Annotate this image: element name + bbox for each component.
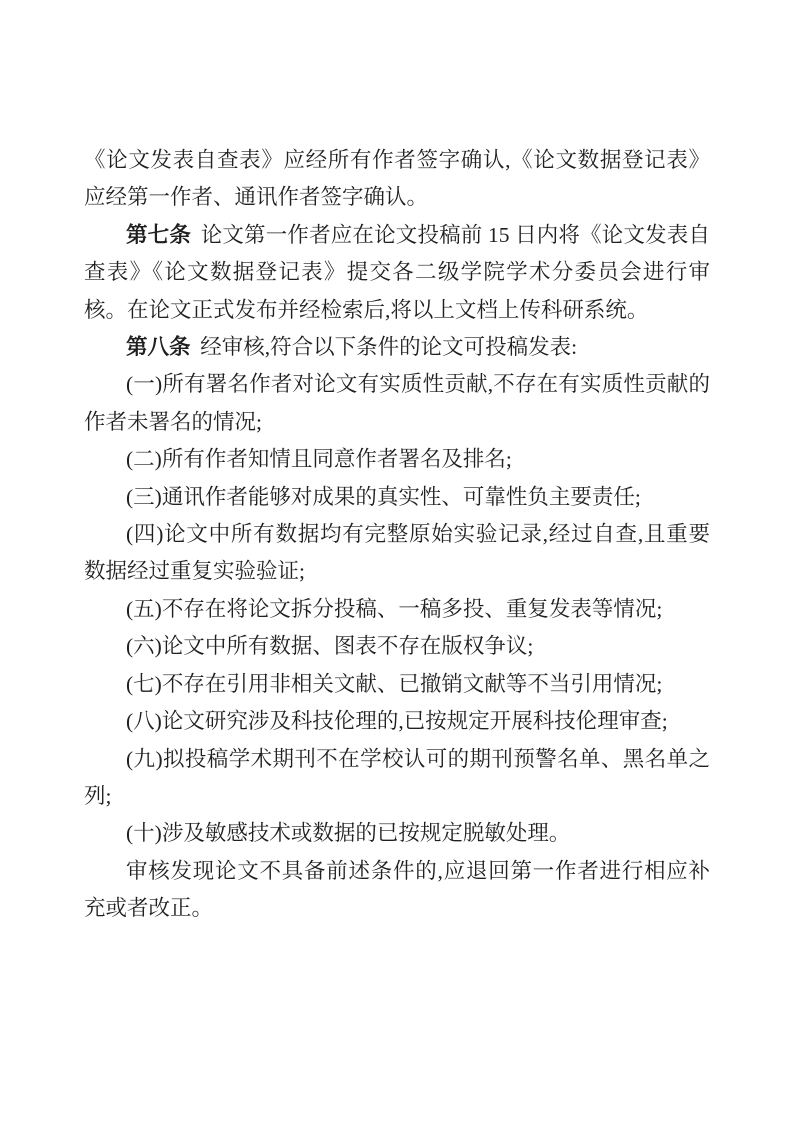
- paragraph: [84, 142, 710, 217]
- paragraph: [84, 628, 710, 665]
- paragraph-text: 《论文发表自查表》应经所有作者签字确认,《论文数据登记表》应经第一作者、通讯作者签字确认。: [84, 148, 710, 210]
- paragraph: [84, 329, 710, 366]
- paragraph-text: (三)通讯作者能够对成果的真实性、可靠性负主要责任;: [126, 484, 641, 509]
- paragraph-text: (一)所有署名作者对论文有实质性贡献,不存在有实质性贡献的作者未署名的情况;: [84, 372, 710, 434]
- paragraph: [84, 366, 710, 441]
- document-body: [84, 142, 710, 928]
- paragraph: [84, 516, 710, 591]
- paragraph: [84, 815, 710, 852]
- paragraph-text: 论文第一作者应在论文投稿前 15 日内将《论文发表自查表》《论文数据登记表》提交各二级学院学术分委员会进行审核。在论文正式发布并经检索后,将以上文档上传科研系统。: [84, 222, 710, 322]
- paragraph-text: (四)论文中所有数据均有完整原始实验记录,经过自查,且重要数据经过重复实验验证;: [84, 522, 710, 584]
- paragraph: [84, 441, 710, 478]
- paragraph-text: (二)所有作者知情且同意作者署名及排名;: [126, 447, 512, 472]
- paragraph: [84, 666, 710, 703]
- paragraph: [84, 703, 710, 740]
- paragraph-text: (五)不存在将论文拆分投稿、一稿多投、重复发表等情况;: [126, 596, 663, 621]
- paragraph: [84, 853, 710, 928]
- paragraph-text: 审核发现论文不具备前述条件的,应退回第一作者进行相应补充或者改正。: [84, 858, 710, 921]
- article-number-label: 第七条: [126, 222, 192, 247]
- article-number-label: 第八条: [126, 335, 191, 360]
- paragraph-text: (十)涉及敏感技术或数据的已按规定脱敏处理。: [126, 821, 571, 846]
- paragraph-text: (七)不存在引用非相关文献、已撤销文献等不当引用情况;: [126, 671, 663, 696]
- paragraph: [84, 591, 710, 628]
- paragraph: [84, 741, 710, 816]
- paragraph-text: (八)论文研究涉及科技伦理的,已按规定开展科技伦理审查;: [126, 709, 668, 734]
- paragraph: [84, 217, 710, 329]
- paragraph-text: (六)论文中所有数据、图表不存在版权争议;: [126, 634, 534, 659]
- paragraph: [84, 479, 710, 516]
- paragraph-text: (九)拟投稿学术期刊不在学校认可的期刊预警名单、黑名单之列;: [84, 746, 710, 808]
- paragraph-text: 经审核,符合以下条件的论文可投稿发表:: [200, 335, 578, 360]
